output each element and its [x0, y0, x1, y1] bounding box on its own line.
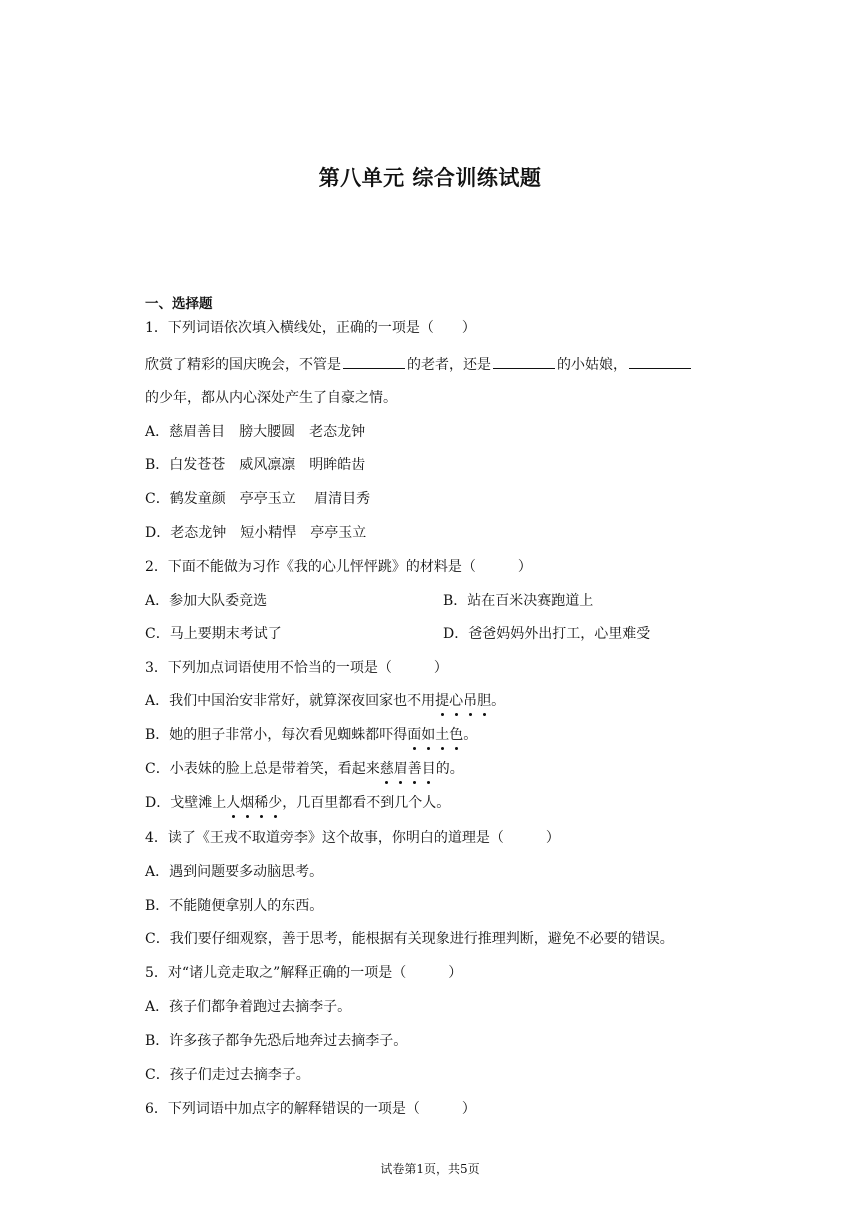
option-text: C．小表妹的脸上总是带着笑，看起来 — [145, 761, 380, 777]
emphasized-char: 胆 — [477, 693, 492, 709]
answer-blank — [493, 354, 555, 369]
option-text: A．我们中国治安非常好，就算深夜回家也不用 — [145, 693, 436, 709]
answer-blank — [343, 354, 405, 369]
option-text: B．她的胆子非常小，每次看见蜘蛛都吓得 — [145, 727, 408, 743]
emphasized-char: 烟 — [240, 795, 255, 811]
q1-text-part: 的老者，还是 — [407, 357, 491, 373]
question-5-option-a: A．孩子们都争着跑过去摘李子。 — [145, 999, 352, 1015]
question-4-stem: 4．读了《王戎不取道旁李》这个故事，你明白的道理是（ ） — [145, 830, 560, 846]
question-5-stem: 5．对“诸儿竞走取之”解释正确的一项是（ ） — [145, 965, 463, 981]
question-2-option-a: A．参加大队委竞选 — [145, 593, 268, 609]
emphasized-char: 稀 — [254, 795, 269, 811]
emphasized-char: 土 — [435, 727, 450, 743]
question-4-option-b: B．不能随便拿别人的东西。 — [145, 898, 324, 914]
page-title: 第八单元 综合训练试题 — [318, 166, 542, 190]
question-4-option-c: C．我们要仔细观察，善于思考，能根据有关现象进行推理判断，避免不必要的错误。 — [145, 931, 674, 947]
page-footer: 试卷第1页，共5页 — [380, 1162, 480, 1176]
question-1-option-b: B．白发苍苍 威风凛凛 明眸皓齿 — [145, 457, 366, 473]
question-1-option-a: A．慈眉善目 膀大腰圆 老态龙钟 — [145, 424, 366, 440]
question-1-option-c: C．鹤发童颜 亭亭玉立 眉清目秀 — [145, 491, 371, 507]
option-text: 的。 — [435, 761, 464, 777]
question-3-option-a — [145, 691, 505, 711]
question-2-stem: 2．下面不能做为习作《我的心儿怦怦跳》的材料是（ ） — [145, 559, 532, 575]
question-1-text-cont: 的少年，都从内心深处产生了自豪之情。 — [145, 390, 397, 406]
option-text: ，几百里都看不到几个人。 — [282, 795, 451, 811]
question-3-stem: 3．下列加点词语使用不恰当的一项是（ ） — [145, 660, 448, 676]
q1-text-part: 的小姑娘， — [557, 357, 627, 373]
emphasized-char: 眉 — [393, 761, 408, 777]
option-text: D．戈壁滩上 — [145, 795, 227, 811]
question-4-option-a: A．遇到问题要多动脑思考。 — [145, 864, 324, 880]
q1-text-part: 欣赏了精彩的国庆晚会，不管是 — [145, 357, 341, 373]
question-6-stem: 6．下列词语中加点字的解释错误的一项是（ ） — [145, 1101, 476, 1117]
question-3-option-b — [145, 725, 477, 745]
question-1-text — [145, 354, 693, 375]
question-2-option-d: D．爸爸妈妈外出打工，心里难受 — [443, 626, 651, 642]
question-2-option-c: C．马上要期末考试了 — [145, 626, 282, 642]
answer-blank — [629, 354, 691, 369]
question-5-option-c: C．孩子们走过去摘李子。 — [145, 1067, 310, 1083]
question-1-stem: 1．下列词语依次填入横线处，正确的一项是（ ） — [145, 320, 476, 336]
question-2-option-b: B．站在百米决赛跑道上 — [443, 593, 594, 609]
emphasized-char: 人 — [226, 795, 241, 811]
emphasized-char: 善 — [407, 761, 422, 777]
emphasized-char: 心 — [449, 693, 464, 709]
question-3-option-c — [145, 759, 464, 779]
emphasized-char: 色 — [449, 727, 464, 743]
question-5-option-b: B．许多孩子都争先恐后地奔过去摘李子。 — [145, 1033, 408, 1049]
option-text: 。 — [463, 727, 478, 743]
question-1-option-d: D．老态龙钟 短小精悍 亭亭玉立 — [145, 525, 367, 541]
question-3-option-d — [145, 793, 450, 813]
emphasized-char: 吊 — [463, 693, 478, 709]
section-heading: 一、选择题 — [145, 296, 213, 312]
option-text: 。 — [491, 693, 506, 709]
emphasized-char: 少 — [268, 795, 283, 811]
emphasized-char: 如 — [421, 727, 436, 743]
emphasized-char: 提 — [435, 693, 450, 709]
emphasized-char: 目 — [421, 761, 436, 777]
emphasized-char: 面 — [407, 727, 422, 743]
emphasized-char: 慈 — [379, 761, 394, 777]
